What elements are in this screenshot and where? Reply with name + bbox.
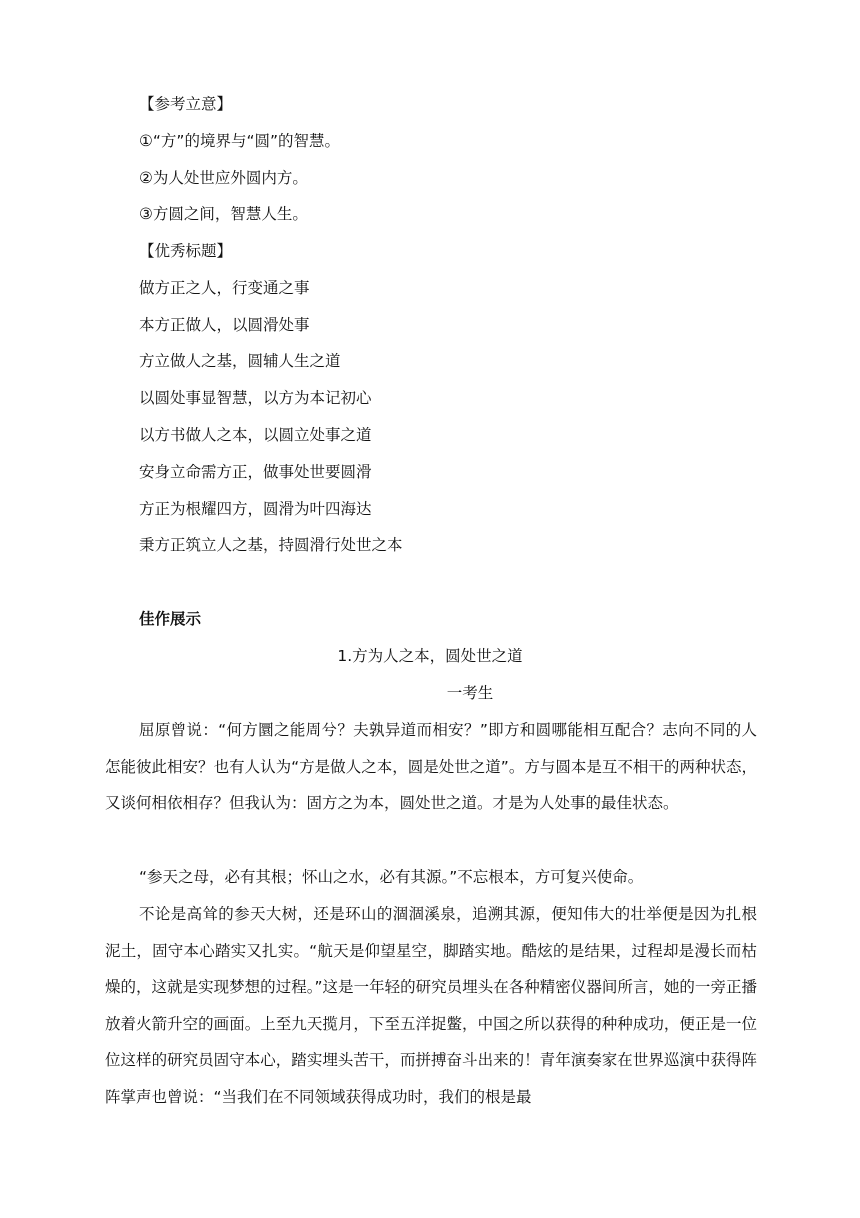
essay-paragraph: 不论是高耸的参天大树，还是环山的涸涸溪泉，追溯其源，便知伟大的壮举便是因为扎根泥土，固守本心踏实又扎实。“航天是仰望星空，脚踏实地。酷炫的是结果，过程却是漫长而枯燥的，这就是实现梦想的过程。”这是一年轻的研究员埋头在各种精密仪器间所言，她的一旁正播放着火箭升空的画面。上至九天揽月，下至五洋捉鳖，中国之所以获得的种种成功，便正是一位位这样的研究员固守本心，踏实埋头苦干，而拼搏奋斗出来的！青年演奏家在世界巡演中获得阵阵掌声也曾说：“当我们在不同领域获得成功时，我们的根是最 [105, 905, 757, 1106]
title-item: 以方书做人之本，以圆立处事之道 [139, 426, 372, 444]
showcase-heading: 佳作展示 [139, 610, 202, 628]
reference-item: ②为人处世应外圆内方。 [139, 169, 308, 187]
reference-item: ③方圆之间，智慧人生。 [139, 205, 308, 223]
title-item: 方立做人之基，圆辅人生之道 [139, 352, 341, 370]
essay-paragraph: 屈原曾说：“何方圜之能周兮？夫孰异道而相安？”即方和圆哪能相互配合？志向不同的人怎能彼此相安？也有人认为“方是做人之本，圆是处世之道”。方与圆本是互不相干的两种状态，又谈何相依相存？但我认为：固方之为本，圆处世之道。才是为人处事的最佳状态。 [105, 721, 757, 813]
title-item: 方正为根耀四方，圆滑为叶四海达 [139, 500, 372, 518]
essay-title: 1.方为人之本，圆处世之道 [337, 647, 523, 665]
title-item: 秉方正筑立人之基，持圆滑行处世之本 [139, 536, 403, 554]
title-item: 安身立命需方正，做事处世要圆滑 [139, 463, 372, 481]
reference-heading: 【参考立意】 [139, 95, 233, 113]
title-item: 本方正做人，以圆滑处事 [139, 316, 310, 334]
title-item: 以圆处事显智慧，以方为本记初心 [139, 389, 372, 407]
titles-heading: 【优秀标题】 [139, 242, 233, 260]
essay-paragraph: “参天之母，必有其根；怀山之水，必有其源。”不忘根本，方可复兴使命。 [139, 868, 644, 886]
reference-item: ①“方”的境界与“圆”的智慧。 [139, 132, 341, 150]
title-item: 做方正之人，行变通之事 [139, 279, 310, 297]
essay-author: 一考生 [446, 684, 494, 702]
